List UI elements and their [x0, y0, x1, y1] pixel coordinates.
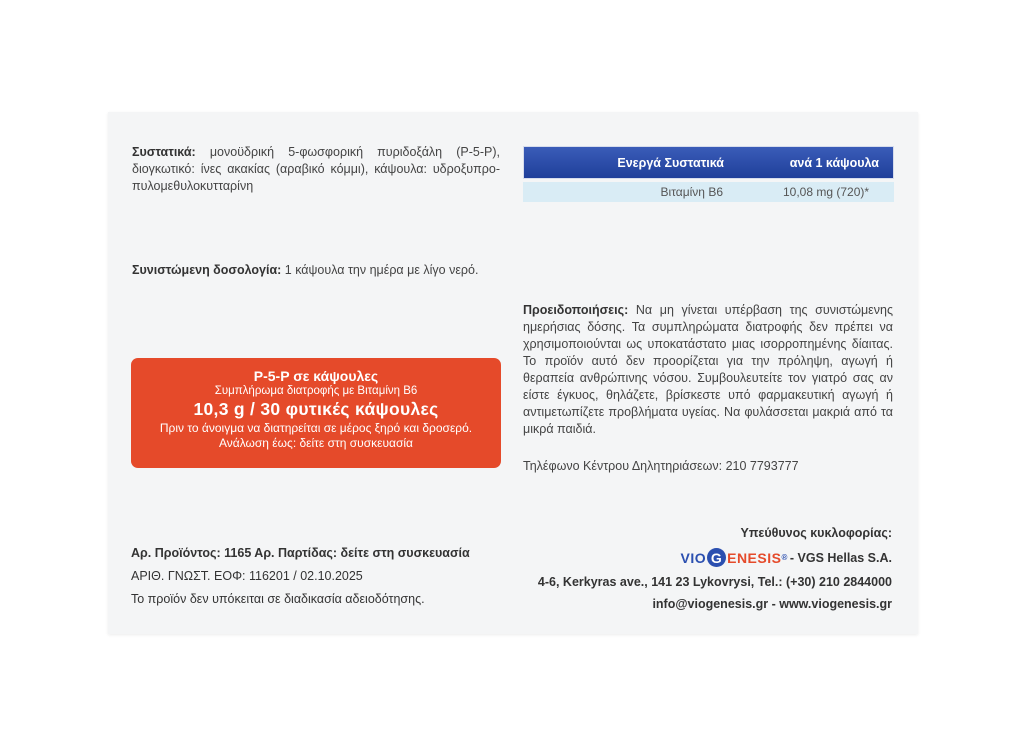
table-header: [523, 146, 894, 179]
poison-center-phone: Τηλέφωνο Κέντρου Δηλητηριάσεων: 210 7793777: [523, 459, 799, 473]
ingredients-label: Συστατικά:: [132, 145, 196, 159]
expiry-note: Ανάλωση έως: δείτε στη συσκευασία: [218, 436, 413, 450]
ingredients-text: [132, 144, 500, 195]
logo-enesis: ENESIS: [727, 549, 782, 566]
header-ingredients: Ενεργά Συστατικά: [617, 155, 724, 170]
row-value: 10,08 mg (720)*: [783, 185, 870, 199]
header-per-capsule: ανά 1 κάψουλα: [789, 155, 879, 170]
product-info: [131, 546, 470, 615]
company-name: - VGS Hellas S.A.: [789, 550, 892, 565]
ingredients-body: μονοϋδρική 5-φωσφορική πυριδοξάλη (P-5-P), διογκωτικό: ίνες ακακίας (αραβικό κόμμι), κάψουλα: υδροξυπρο-πυλομεθυλοκυτταρίνη: [132, 145, 500, 193]
company-address: 4-6, Kerkyras ave., 141 23 Lykovrysi, Tel.: (+30) 210 2844000: [537, 575, 892, 589]
company-web: info@viogenesis.gr - www.viogenesis.gr: [652, 597, 892, 611]
active-ingredients-table: [523, 146, 894, 202]
table-row: [523, 182, 894, 202]
dosage-body: 1 κάψουλα την ημέρα με λίγο νερό.: [281, 263, 479, 277]
product-subtitle: Συμπλήρωμα διατροφής με Βιταμίνη Β6: [214, 385, 418, 397]
logo-trademark: ®: [781, 553, 788, 562]
licensing-note: Το προϊόν δεν υπόκειται σε διαδικασία αδειοδότησης.: [131, 592, 425, 606]
distributor-info: [538, 526, 892, 619]
distributor-label: Υπεύθυνος κυκλοφορίας:: [740, 526, 892, 540]
warnings-body: Να μη γίνεται υπέρβαση της συνιστώμενης ημερήσιας δόσης. Τα συμπληρώματα διατροφής δεν πρέπει να χρησιμοποιούνται ως υποκατάστατο μιας ισορροπημένης δίαιτας. Το προϊόν αυτό δεν προορίζεται για την πρόληψη, αγωγή ή θεραπεία ανθρώπινης νόσου. Συμβουλευτείτε τον γιατρό σας αν είστε έγκυος, θηλάζετε, βρίσκεστε υπό φαρμακευτική αγωγή ή αντιμετωπίζετε προβλήματα υγείας. Να φυλάσσεται μακριά από τα μικρά παιδιά.: [523, 303, 893, 436]
product-quantity: 10,3 g / 30 φυτικές κάψουλες: [193, 399, 439, 419]
logo-g-icon: G: [707, 548, 726, 567]
eof-number: ΑΡΙΘ. ΓΝΩΣΤ. ΕΟΦ: 116201 / 02.10.2025: [131, 569, 363, 583]
warnings-label: Προειδοποιήσεις:: [523, 303, 629, 317]
row-name: Βιταμίνη Β6: [660, 185, 723, 199]
dosage-label: Συνιστώμενη δοσολογία:: [132, 263, 282, 277]
dosage-text: [132, 263, 478, 277]
distributor-line: [538, 548, 892, 567]
product-number: Αρ. Προϊόντος: 1165 Αρ. Παρτίδας: δείτε στη συσκευασία: [131, 546, 470, 560]
product-label-box: [131, 358, 501, 468]
logo-vio: VIO: [680, 549, 707, 566]
viogenesis-logo: [680, 548, 789, 567]
warnings-text: [523, 302, 893, 438]
product-name: P-5-P σε κάψουλες: [253, 368, 379, 384]
storage-note: Πριν το άνοιγμα να διατηρείται σε μέρος ξηρό και δροσερό.: [159, 421, 473, 435]
